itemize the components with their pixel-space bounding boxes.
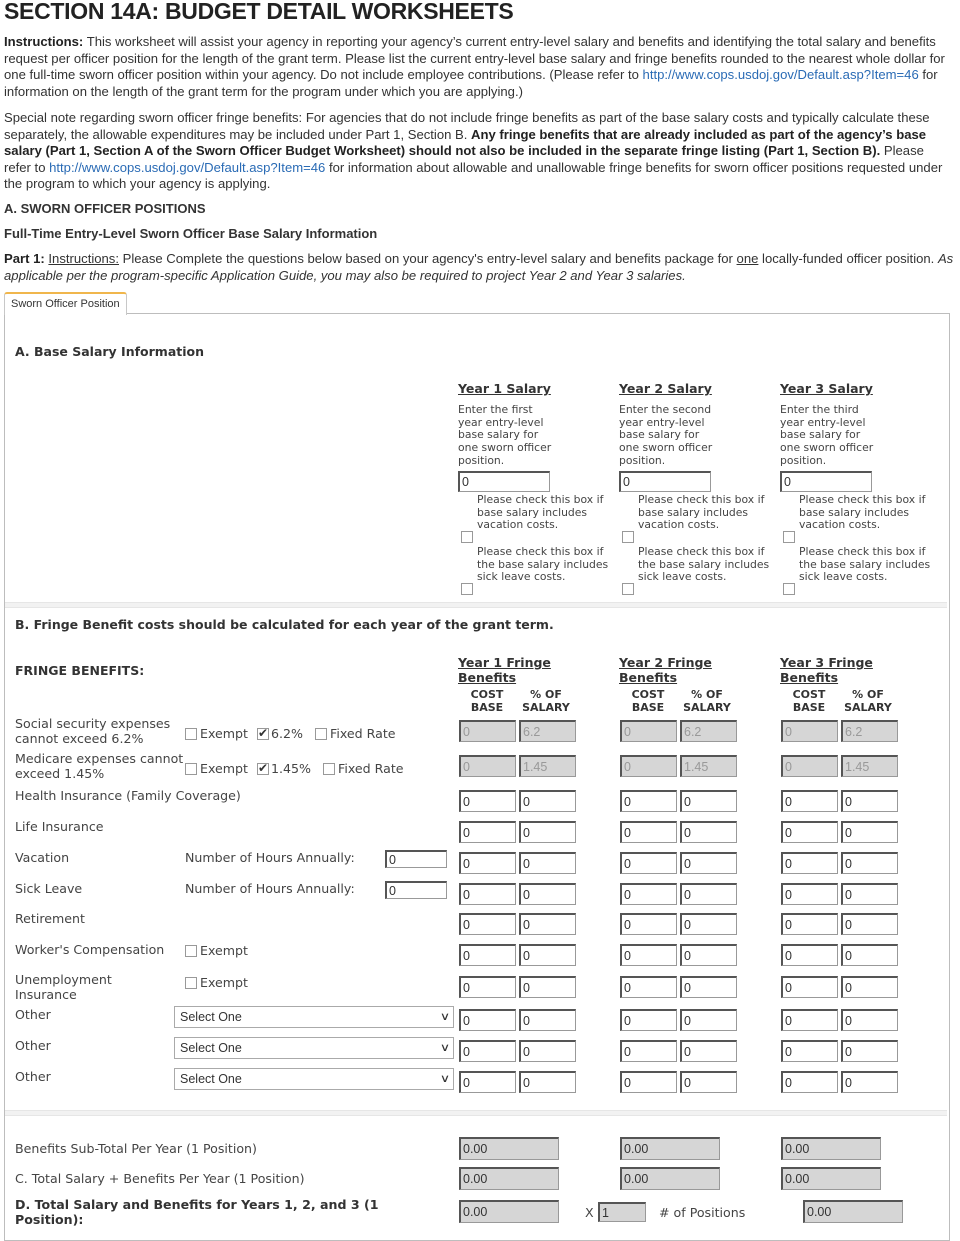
health-insurance-family-coverage-year-1-pct-salary[interactable]	[519, 790, 576, 812]
base-salary-heading: A. Base Salary Information	[15, 344, 205, 359]
other-9-year-1-pct-salary[interactable]	[519, 1009, 576, 1031]
medicare-expenses-cannot-exceed-1-45-rate-checkbox[interactable]	[257, 763, 269, 775]
unemployment-insurance-year-2-cost-base[interactable]	[620, 976, 677, 998]
year-2-pct-salary-header: % OF SALARY	[683, 688, 731, 714]
medicare-expenses-cannot-exceed-1-45-exempt-checkbox[interactable]	[185, 763, 197, 775]
life-insurance-year-1-pct-salary[interactable]	[519, 821, 576, 843]
year-2-salary-input[interactable]	[619, 471, 711, 492]
vacation-year-3-cost-base[interactable]	[781, 852, 838, 874]
life-insurance-year-1-cost-base[interactable]	[459, 821, 516, 843]
medicare-expenses-cannot-exceed-1-45-year-2-pct-salary	[680, 755, 737, 777]
year-3-salary-input[interactable]	[780, 471, 872, 492]
other-10-year-1-pct-salary[interactable]	[519, 1040, 576, 1062]
social-security-expenses-cannot-exceed-6-2-rate-checkbox[interactable]	[257, 728, 269, 740]
sick-leave-year-1-pct-salary[interactable]	[519, 883, 576, 905]
sick-leave-year-2-pct-salary[interactable]	[680, 883, 737, 905]
year-2-salary-title: Year 2 Salary	[619, 381, 712, 396]
fixed-rate-label: Fixed Rate	[330, 726, 396, 741]
year-1-salary-title: Year 1 Salary	[458, 381, 551, 396]
life-insurance-year-2-cost-base[interactable]	[620, 821, 677, 843]
medicare-expenses-cannot-exceed-1-45-year-3-cost-base	[781, 755, 838, 777]
rate-label: 6.2%	[271, 726, 303, 741]
year-3-sick-checkbox[interactable]	[783, 583, 795, 595]
worker-s-compensation-year-2-cost-base[interactable]	[620, 944, 677, 966]
retirement-year-1-cost-base[interactable]	[459, 913, 516, 935]
health-insurance-family-coverage-year-2-cost-base[interactable]	[620, 790, 677, 812]
sick-leave-year-1-cost-base[interactable]	[459, 883, 516, 905]
fringe-row-label: Unemployment Insurance	[15, 972, 112, 1002]
tab-sworn-officer-position[interactable]: Sworn Officer Position	[4, 292, 127, 315]
num-positions-label: # of Positions	[659, 1205, 746, 1220]
part1-paragraph	[4, 251, 954, 284]
other-9-year-3-pct-salary[interactable]	[841, 1009, 898, 1031]
retirement-year-1-pct-salary[interactable]	[519, 913, 576, 935]
health-insurance-family-coverage-year-3-pct-salary[interactable]	[841, 790, 898, 812]
year-3-sick-label: Please check this box if the base salary includes sick leave costs.	[799, 545, 931, 584]
vacation-year-3-pct-salary[interactable]	[841, 852, 898, 874]
other-10-year-3-cost-base[interactable]	[781, 1040, 838, 1062]
other-10-year-1-cost-base[interactable]	[459, 1040, 516, 1062]
instructions-label: Instructions:	[4, 34, 84, 49]
year-3-cost-base-header: COST BASE	[792, 688, 826, 714]
year-3-vacation-label: Please check this box if base salary includes vacation costs.	[799, 493, 926, 532]
medicare-expenses-cannot-exceed-1-45-year-1-pct-salary	[519, 755, 576, 777]
subsection-heading: Full-Time Entry-Level Sworn Officer Base Salary Information	[4, 226, 378, 241]
other-11-year-3-pct-salary[interactable]	[841, 1071, 898, 1093]
medicare-expenses-cannot-exceed-1-45-year-1-cost-base	[459, 755, 516, 777]
fixed-rate-label: Fixed Rate	[338, 761, 404, 776]
social-security-expenses-cannot-exceed-6-2-year-3-cost-base	[781, 720, 838, 742]
social-security-expenses-cannot-exceed-6-2-year-3-pct-salary	[841, 720, 898, 742]
special-note-bold: Any fringe benefits that are already included as part of the agency’s base salary (Part 1, Section A of the Sworn Officer Budget Worksheet) should not also be included in the separate fringe listing (Part 1, Section B).	[4, 126, 927, 159]
other-9-year-1-cost-base[interactable]	[459, 1009, 516, 1031]
health-insurance-family-coverage-year-3-cost-base[interactable]	[781, 790, 838, 812]
social-security-expenses-cannot-exceed-6-2-year-2-pct-salary	[680, 720, 737, 742]
special-note-text-3: for information about allowable and unallowable fringe benefits for sworn officer positions requested under the program to which your agency is applying.	[4, 159, 943, 192]
grand-total-per-position	[459, 1200, 559, 1223]
section-a-heading: A. SWORN OFFICER POSITIONS	[4, 201, 206, 216]
worker-s-compensation-year-3-cost-base[interactable]	[781, 944, 838, 966]
retirement-year-3-cost-base[interactable]	[781, 913, 838, 935]
other-9-year-2-cost-base[interactable]	[620, 1009, 677, 1031]
fringe-row-label: Health Insurance (Family Coverage)	[15, 788, 241, 803]
life-insurance-year-3-cost-base[interactable]	[781, 821, 838, 843]
benefits-subtotal-year-3	[781, 1137, 881, 1160]
chevron-down-icon: ∨	[439, 1011, 451, 1023]
sick-leave-year-3-cost-base[interactable]	[781, 883, 838, 905]
instructions-paragraph	[4, 34, 954, 100]
grand-total	[803, 1200, 903, 1223]
vacation-year-1-pct-salary[interactable]	[519, 852, 576, 874]
life-insurance-year-3-pct-salary[interactable]	[841, 821, 898, 843]
year-1-sick-label: Please check this box if the base salary includes sick leave costs.	[477, 545, 609, 584]
retirement-year-2-cost-base[interactable]	[620, 913, 677, 935]
grand-total-label: D. Total Salary and Benefits for Years 1, 2, and 3 (1 Position):	[15, 1197, 379, 1227]
instructions-text-end: for information on the length of the grant term for the program under which you are applying.)	[4, 67, 938, 99]
unemployment-insurance-exempt-checkbox[interactable]	[185, 977, 197, 989]
other-11-year-1-cost-base[interactable]	[459, 1071, 516, 1093]
special-note-paragraph	[4, 110, 954, 193]
fringe-benefits-label: FRINGE BENEFITS:	[15, 663, 145, 678]
part1-instructions-label: Instructions:	[48, 251, 119, 266]
fringe-row-label: Retirement	[15, 911, 85, 926]
select-value: Select One	[180, 1041, 242, 1055]
other-benefit-select-1[interactable]	[174, 1006, 454, 1028]
other-9-year-2-pct-salary[interactable]	[680, 1009, 737, 1031]
other-9-year-3-cost-base[interactable]	[781, 1009, 838, 1031]
exempt-label: Exempt	[200, 975, 248, 990]
year-2-fringe-title: Year 2 Fringe Benefits	[619, 655, 712, 685]
sick-leave-year-3-pct-salary[interactable]	[841, 883, 898, 905]
year-3-pct-salary-header: % OF SALARY	[844, 688, 892, 714]
chevron-down-icon: ∨	[439, 1073, 451, 1085]
fringe-row-label: Sick Leave	[15, 881, 83, 896]
vacation-year-2-pct-salary[interactable]	[680, 852, 737, 874]
year-3-fringe-title: Year 3 Fringe Benefits	[780, 655, 873, 685]
fringe-row-label: Social security expenses cannot exceed 6.2%	[15, 716, 171, 746]
medicare-expenses-cannot-exceed-1-45-year-3-pct-salary	[841, 755, 898, 777]
social-security-expenses-cannot-exceed-6-2-exempt-checkbox[interactable]	[185, 728, 197, 740]
medicare-expenses-cannot-exceed-1-45-fixed-rate-checkbox[interactable]	[323, 763, 335, 775]
year-2-vacation-label: Please check this box if base salary includes vacation costs.	[638, 493, 765, 532]
fringe-row-label: Life Insurance	[15, 819, 104, 834]
vacation-year-2-cost-base[interactable]	[620, 852, 677, 874]
life-insurance-year-2-pct-salary[interactable]	[680, 821, 737, 843]
year-2-salary-desc: Enter the second year entry-level base salary for one sworn officer position.	[619, 403, 713, 467]
other-11-year-3-cost-base[interactable]	[781, 1071, 838, 1093]
rate-label: 1.45%	[271, 761, 312, 776]
fringe-heading: B. Fringe Benefit costs should be calculated for each year of the grant term.	[15, 617, 554, 632]
other-11-year-1-pct-salary[interactable]	[519, 1071, 576, 1093]
other-11-year-2-pct-salary[interactable]	[680, 1071, 737, 1093]
social-security-expenses-cannot-exceed-6-2-year-1-cost-base	[459, 720, 516, 742]
fringe-row-label: Vacation	[15, 850, 70, 865]
benefits-subtotal-label: Benefits Sub-Total Per Year (1 Position)	[15, 1141, 257, 1156]
year-1-cost-base-header: COST BASE	[470, 688, 504, 714]
worker-s-compensation-year-3-pct-salary[interactable]	[841, 944, 898, 966]
fringe-row-label: Other	[15, 1038, 51, 1053]
unemployment-insurance-year-1-cost-base[interactable]	[459, 976, 516, 998]
section-divider	[5, 602, 947, 608]
special-note-text-2: Please refer to	[4, 143, 924, 175]
year-2-sick-label: Please check this box if the base salary includes sick leave costs.	[638, 545, 770, 584]
social-security-expenses-cannot-exceed-6-2-year-1-pct-salary	[519, 720, 576, 742]
year-1-salary-input[interactable]	[458, 471, 550, 492]
exempt-label: Exempt	[200, 761, 248, 776]
year-1-pct-salary-header: % OF SALARY	[522, 688, 570, 714]
exempt-label: Exempt	[200, 943, 248, 958]
worker-s-compensation-year-1-pct-salary[interactable]	[519, 944, 576, 966]
sick-leave-hours-input[interactable]	[385, 881, 447, 899]
num-positions-input[interactable]	[598, 1202, 646, 1222]
year-1-vacation-checkbox[interactable]	[461, 531, 473, 543]
retirement-year-3-pct-salary[interactable]	[841, 913, 898, 935]
select-value: Select One	[180, 1010, 242, 1024]
other-10-year-2-cost-base[interactable]	[620, 1040, 677, 1062]
unemployment-insurance-year-2-pct-salary[interactable]	[680, 976, 737, 998]
vacation-hours-input[interactable]	[385, 850, 447, 868]
unemployment-insurance-year-1-pct-salary[interactable]	[519, 976, 576, 998]
multiply-sign: X	[585, 1205, 594, 1220]
part1-italic: As applicable per the program-specific Application Guide, you may also be required to project Year 2 and Year 3 salaries.	[4, 251, 954, 283]
social-security-expenses-cannot-exceed-6-2-fixed-rate-checkbox[interactable]	[315, 728, 327, 740]
hours-label: Number of Hours Annually:	[185, 850, 355, 865]
fringe-row-label: Other	[15, 1007, 51, 1022]
chevron-down-icon: ∨	[439, 1042, 451, 1054]
worker-s-compensation-exempt-checkbox[interactable]	[185, 945, 197, 957]
benefits-subtotal-year-1	[459, 1137, 559, 1160]
fringe-row-label: Worker's Compensation	[15, 942, 165, 957]
year-1-sick-checkbox[interactable]	[461, 583, 473, 595]
fringe-info-link[interactable]: http://www.cops.usdoj.gov/Default.asp?Item=46	[49, 159, 326, 175]
year-1-fringe-title: Year 1 Fringe Benefits	[458, 655, 551, 685]
unemployment-insurance-year-3-cost-base[interactable]	[781, 976, 838, 998]
year-3-vacation-checkbox[interactable]	[783, 531, 795, 543]
year-3-salary-desc: Enter the third year entry-level base salary for one sworn officer position.	[780, 403, 874, 467]
total-salary-benefits-year-2	[620, 1167, 720, 1190]
year-2-sick-checkbox[interactable]	[622, 583, 634, 595]
other-benefit-select-3[interactable]	[174, 1068, 454, 1090]
fringe-row-label: Medicare expenses cannot exceed 1.45%	[15, 751, 184, 781]
part1-label: Part 1:	[4, 251, 45, 266]
grant-term-link[interactable]: http://www.cops.usdoj.gov/Default.asp?Item=46	[642, 67, 919, 83]
special-note-text: Special note regarding sworn officer fringe benefits: For agencies that do not include fringe benefits as part of the base salary costs and typically calculate these separately, the allowable expenditures may be included under Part 1, Section B.	[4, 110, 930, 142]
part1-text-2: locally-funded officer position.	[758, 251, 938, 266]
instructions-text: This worksheet will assist your agency in reporting your agency’s current entry-level salary and benefits and identifying the total salary and benefits request per officer position for the length of the grant term. Please list the current entry-level base salary and fringe benefits rounded to the nearest whole dollar for one full-time sworn officer position within your agency. Do not include employee contributions. (Please refer to	[4, 34, 945, 83]
social-security-expenses-cannot-exceed-6-2-year-2-cost-base	[620, 720, 677, 742]
unemployment-insurance-year-3-pct-salary[interactable]	[841, 976, 898, 998]
total-salary-benefits-year-1	[459, 1167, 559, 1190]
page-title: SECTION 14A: BUDGET DETAIL WORKSHEETS	[4, 0, 514, 24]
health-insurance-family-coverage-year-1-cost-base[interactable]	[459, 790, 516, 812]
year-2-cost-base-header: COST BASE	[631, 688, 665, 714]
other-benefit-select-2[interactable]	[174, 1037, 454, 1059]
year-1-vacation-label: Please check this box if base salary includes vacation costs.	[477, 493, 604, 532]
worker-s-compensation-year-2-pct-salary[interactable]	[680, 944, 737, 966]
other-10-year-3-pct-salary[interactable]	[841, 1040, 898, 1062]
part1-text: Please Complete the questions below based on your agency's entry-level salary and benefits package for	[119, 251, 737, 266]
other-10-year-2-pct-salary[interactable]	[680, 1040, 737, 1062]
worker-s-compensation-year-1-cost-base[interactable]	[459, 944, 516, 966]
year-2-vacation-checkbox[interactable]	[622, 531, 634, 543]
year-1-salary-desc: Enter the first year entry-level base salary for one sworn officer position.	[458, 403, 552, 467]
select-value: Select One	[180, 1072, 242, 1086]
part1-one: one	[736, 251, 759, 266]
other-11-year-2-cost-base[interactable]	[620, 1071, 677, 1093]
year-3-salary-title: Year 3 Salary	[780, 381, 873, 396]
vacation-year-1-cost-base[interactable]	[459, 852, 516, 874]
total-salary-benefits-label: C. Total Salary + Benefits Per Year (1 Position)	[15, 1171, 305, 1186]
health-insurance-family-coverage-year-2-pct-salary[interactable]	[680, 790, 737, 812]
fringe-row-label: Other	[15, 1069, 51, 1084]
medicare-expenses-cannot-exceed-1-45-year-2-cost-base	[620, 755, 677, 777]
totals-divider	[5, 1110, 947, 1116]
hours-label: Number of Hours Annually:	[185, 881, 355, 896]
total-salary-benefits-year-3	[781, 1167, 881, 1190]
exempt-label: Exempt	[200, 726, 248, 741]
retirement-year-2-pct-salary[interactable]	[680, 913, 737, 935]
sick-leave-year-2-cost-base[interactable]	[620, 883, 677, 905]
benefits-subtotal-year-2	[620, 1137, 720, 1160]
